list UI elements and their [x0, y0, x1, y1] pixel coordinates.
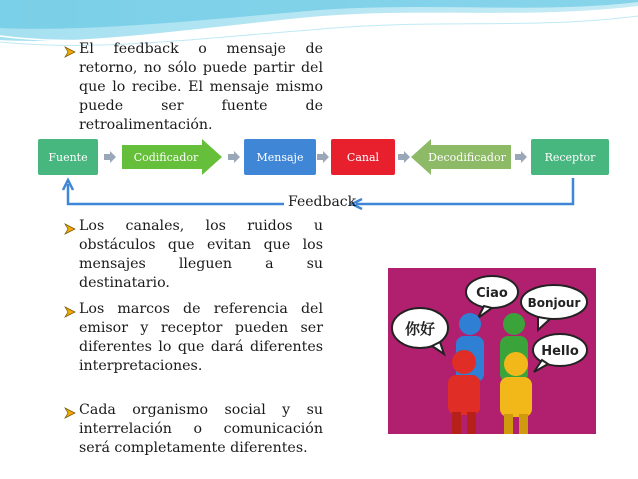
- step-decodificador-label: Decodificador: [428, 150, 506, 164]
- step-receptor-label: Receptor: [544, 150, 596, 164]
- chevron-right-icon: [104, 151, 116, 163]
- step-fuente-label: Fuente: [48, 150, 88, 164]
- arrow-bullet-icon: [64, 46, 76, 58]
- bubble-hello: Hello: [541, 344, 579, 359]
- chevron-right-icon: [515, 151, 527, 163]
- intro-paragraph: [79, 40, 323, 135]
- bullet-text: Los canales, los ruidos u obstáculos que evitan que los mensajes lleguen a su destinatario.: [79, 218, 323, 291]
- bubble-ciao: Ciao: [476, 286, 508, 301]
- arrow-bullet-icon: [64, 223, 76, 235]
- chevron-right-icon: [228, 151, 240, 163]
- intro-text: El feedback o mensaje de retorno, no sólo puede partir del que lo recibe. El mensaje mismo puede ser fuente de retroalimentación.: [79, 41, 323, 133]
- step-mensaje: [244, 139, 316, 175]
- step-codificador-label: Codificador: [133, 150, 199, 164]
- feedback-label: Feedback: [288, 194, 357, 210]
- chevron-right-icon: [398, 151, 410, 163]
- chevron-right-icon: [317, 151, 329, 163]
- bullet-text: Cada organismo social y su interrelación o comunicación será completamente diferentes.: [79, 402, 323, 456]
- step-receptor: [531, 139, 609, 175]
- bubble-nihao: 你好: [404, 320, 436, 338]
- step-canal-label: Canal: [346, 150, 380, 164]
- arrow-bullet-icon: [64, 306, 76, 318]
- arrow-bullet-icon: [64, 407, 76, 419]
- bullet-item: [79, 401, 323, 458]
- step-fuente: [38, 139, 98, 175]
- step-codificador: [122, 139, 222, 175]
- multilingual-people-illustration: [388, 268, 596, 434]
- bubble-bonjour: Bonjour: [527, 296, 581, 310]
- step-canal: [331, 139, 395, 175]
- bullet-item: [79, 300, 323, 376]
- bullet-text: Los marcos de referencia del emisor y receptor pueden ser diferentes lo que dará diferentes interpretaciones.: [79, 301, 323, 374]
- bullet-item: [79, 217, 323, 293]
- step-decodificador: [411, 139, 511, 175]
- step-mensaje-label: Mensaje: [256, 150, 304, 164]
